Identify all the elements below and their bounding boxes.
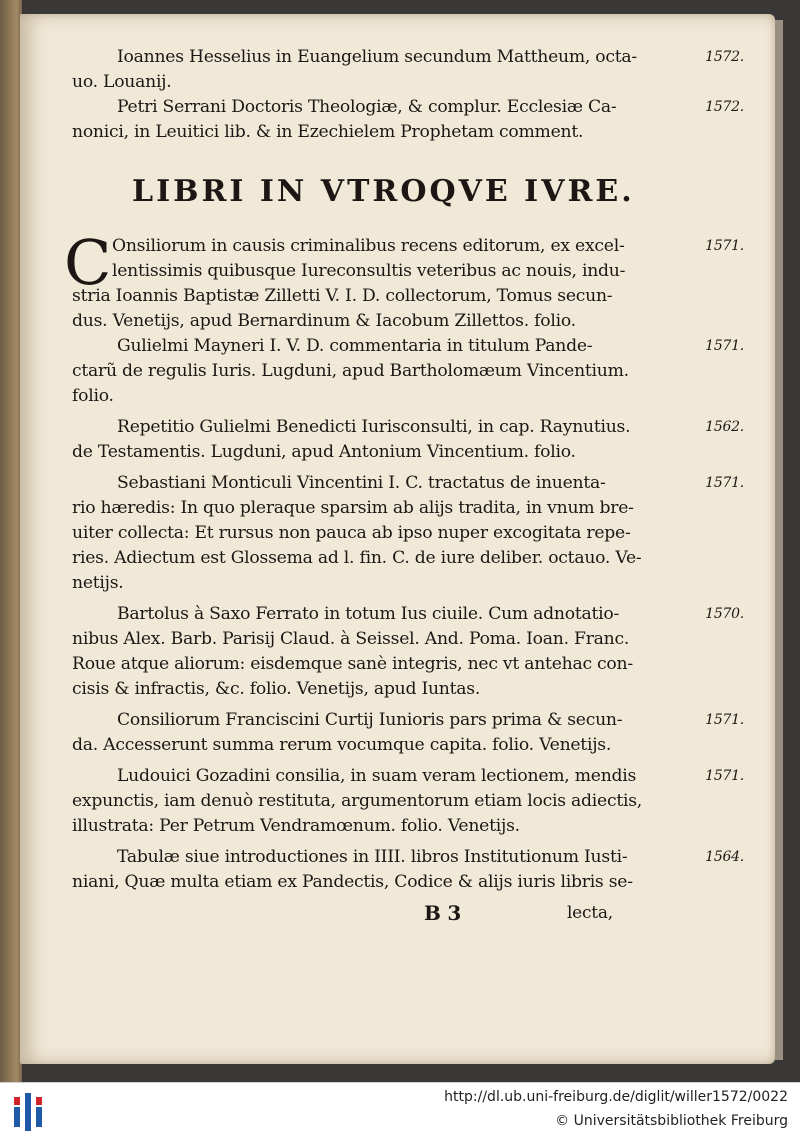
entry-line: Repetitio Gulielmi Benedicti Iurisconsulti, in cap. Raynutius.: [117, 417, 631, 437]
entry-hesselius: [72, 45, 744, 95]
entry-year: 1571.: [705, 238, 744, 254]
entry-line: expunctis, iam denuò restituta, argumentorum etiam locis adiectis,: [72, 791, 643, 811]
entry-line: de Testamentis. Lugduni, apud Antonium Vincentium. folio.: [72, 442, 576, 462]
footer-bar: [0, 1082, 800, 1141]
entry-line: uiter collecta: Et rursus non pauca ab ipso nuper excogitata repe-: [72, 523, 631, 543]
entry-line: uo. Louanij.: [72, 72, 172, 92]
entry-year: 1571.: [705, 712, 744, 728]
entry-line: stria Ioannis Baptistæ Zilletti V. I. D. collectorum, Tomus secun-: [72, 286, 613, 306]
entry-line: Onsiliorum in causis criminalibus recens editorum, ex excel-: [112, 236, 625, 256]
entry-bartolus: [72, 602, 744, 702]
entry-line: Bartolus à Saxo Ferrato in totum Ius ciuile. Cum adnotatio-: [117, 604, 620, 624]
entry-benedicti: [72, 415, 744, 465]
entry-line: ries. Adiectum est Glossema ad l. fin. C. de iure deliber. octauo. Ve-: [72, 548, 642, 568]
entry-line: nonici, in Leuitici lib. & in Ezechielem Prophetam comment.: [72, 122, 584, 142]
library-logo-icon: [8, 1091, 48, 1133]
entry-gozadini: [72, 764, 744, 839]
permalink-url[interactable]: http://dl.ub.uni-freiburg.de/diglit/willer1572/0022: [444, 1089, 788, 1105]
entry-year: 1570.: [705, 606, 744, 622]
entry-line: niani, Quæ multa etiam ex Pandectis, Codice & alijs iuris libris se-: [72, 872, 633, 892]
entry-year: 1572.: [705, 49, 744, 65]
entry-line: Sebastiani Monticuli Vincentini I. C. tractatus de inuenta-: [117, 473, 606, 493]
entry-serrani: [72, 95, 744, 145]
book-spine: [0, 0, 22, 1082]
copyright-notice: © Universitätsbibliothek Freiburg: [555, 1113, 788, 1129]
entry-year: 1571.: [705, 475, 744, 491]
section-heading: LIBRI IN VTROQVE IVRE.: [132, 174, 635, 209]
entry-line: rio hæredis: In quo pleraque sparsim ab alijs tradita, in vnum bre-: [72, 498, 634, 518]
entry-line: ctarũ de regulis Iuris. Lugduni, apud Bartholomæum Vincentium.: [72, 361, 629, 381]
page-text: [64, 45, 744, 927]
entry-line: Petri Serrani Doctoris Theologiæ, & complur. Ecclesiæ Ca-: [117, 97, 617, 117]
entry-year: 1571.: [705, 338, 744, 354]
signature-line: [72, 901, 722, 927]
signature-mark: B 3: [424, 901, 462, 925]
entry-curtij: [72, 708, 744, 758]
entry-mayneri: [72, 334, 744, 409]
entry-year: 1572.: [705, 99, 744, 115]
entry-line: dus. Venetijs, apud Bernardinum & Iacobum Zillettos. folio.: [72, 311, 576, 331]
entry-year: 1564.: [705, 849, 744, 865]
entry-line: cisis & infractis, &c. folio. Venetijs, apud Iuntas.: [72, 679, 481, 699]
entry-year: 1571.: [705, 768, 744, 784]
entry-tabulae: [72, 845, 744, 895]
entry-line: Gulielmi Mayneri I. V. D. commentaria in titulum Pande-: [117, 336, 593, 356]
entry-line: Ludouici Gozadini consilia, in suam veram lectionem, mendis: [117, 766, 637, 786]
entry-line: nibus Alex. Barb. Parisij Claud. à Seissel. And. Poma. Ioan. Franc.: [72, 629, 630, 649]
entry-line: Roue atque aliorum: eisdemque sanè integris, nec vt antehac con-: [72, 654, 633, 674]
catchword: lecta,: [567, 903, 613, 923]
entry-line: Consiliorum Franciscini Curtij Iunioris pars prima & secun-: [117, 710, 623, 730]
entry-line: illustrata: Per Petrum Vendramœnum. folio. Venetijs.: [72, 816, 520, 836]
page-edge: [775, 20, 783, 1060]
entry-line: lentissimis quibusque Iureconsultis veteribus ac nouis, indu-: [112, 261, 626, 281]
drop-cap: C: [64, 226, 112, 299]
entry-line: folio.: [72, 386, 114, 406]
entry-line: netijs.: [72, 573, 124, 593]
entry-year: 1562.: [705, 419, 744, 435]
entry-line: Ioannes Hesselius in Euangelium secundum Mattheum, octa-: [117, 47, 637, 67]
entry-consiliorum-zilletti: [64, 226, 744, 334]
entry-line: da. Accesserunt summa rerum vocumque capita. folio. Venetijs.: [72, 735, 612, 755]
entry-line: Tabulæ siue introductiones in IIII. libros Institutionum Iusti-: [117, 847, 628, 867]
entry-monticuli: [72, 471, 744, 596]
